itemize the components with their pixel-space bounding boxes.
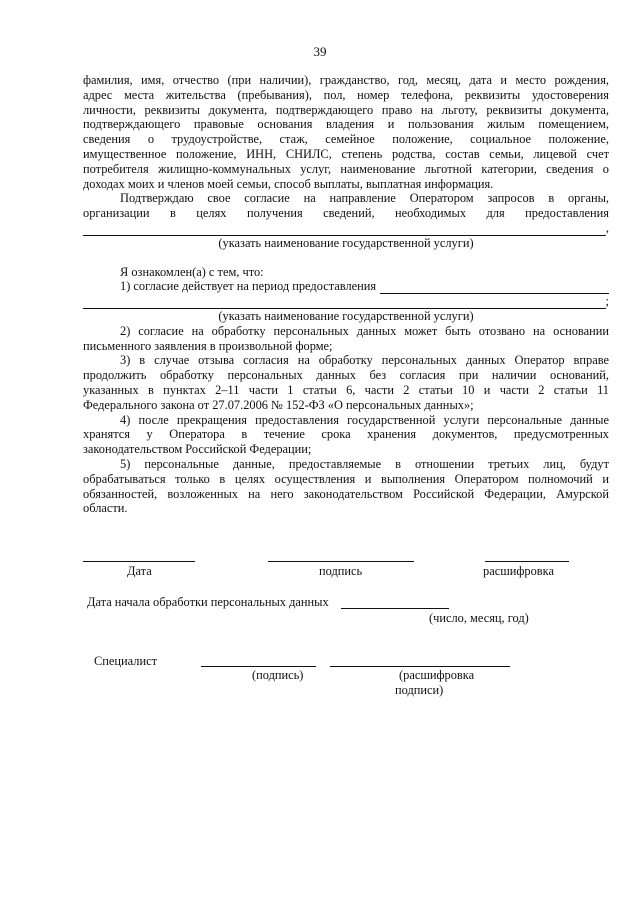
date-line[interactable] [83, 561, 195, 562]
text-line: Федерального закона от 27.07.2006 № 152-ФЗ «О персональных данных»; [83, 397, 474, 412]
text-line: Подтверждаю свое согласие на направление Оператором запросов в органы, [120, 191, 609, 206]
text-line: законодательством Российской Федерации; [83, 442, 312, 457]
text-line: имущественное положение, ИНН, СНИЛС, степень родства, состав семьи, лицевой счет [83, 146, 609, 161]
personal-data-paragraph [83, 73, 609, 191]
signature-label: подпись [319, 564, 363, 578]
specialist-label: Специалист [94, 654, 157, 668]
text-line: доходах моих и членов моей семьи, способ выплаты, выплатная информация. [83, 176, 494, 191]
text-line: области. [83, 501, 128, 516]
period-field-continuation[interactable] [83, 297, 606, 309]
acknowledge-line: Я ознакомлен(а) с тем, что: [120, 264, 264, 279]
text-line: организации в целях получения сведений, необходимых для предоставления [83, 206, 609, 221]
requests-consent-paragraph [83, 191, 609, 250]
item5 [83, 457, 609, 516]
specialist-decode-label-2: подписи) [395, 683, 444, 697]
text-line: сведения о трудоустройстве, стаж, семейное положение, социальное положение, [83, 132, 609, 147]
item1-caption: (указать наименование государственной услуги) [218, 308, 474, 323]
page-number: 39 [313, 44, 327, 59]
text-line: 2) согласие на обработку персональных данных может быть отозвано на основании [120, 323, 609, 338]
item1-text: 1) согласие действует на период предоставления [120, 279, 377, 294]
text-line: личности, реквизиты документа, подтверждающего право на льготу, реквизиты документа, [83, 102, 609, 117]
item1-row [83, 279, 609, 294]
specialist-signature-line[interactable] [201, 666, 316, 667]
text-line: хранятся у Оператора в течение срока хранения документов, предусмотренных [83, 427, 609, 442]
start-date-label: Дата начала обработки персональных данных [87, 595, 329, 609]
text-line: 3) в случае отзыва согласия на обработку персональных данных Оператор вправе [120, 353, 609, 368]
service-caption: (указать наименование государственной услуги) [218, 235, 474, 250]
text-line: продолжить обработку персональных данных без согласия при наличии оснований, [83, 368, 609, 383]
text-line: потребителя жилищно-коммунальных услуг, наименование льготной категории, сведения о [83, 161, 609, 176]
service-name-field-row [83, 221, 609, 236]
text-line: указанных в пунктах 2–11 части 1 статьи 6, части 2 статьи 10 и части 2 статьи 11 [83, 382, 609, 397]
start-date-caption: (число, месяц, год) [429, 611, 529, 625]
specialist-decode-label: (расшифровка [399, 668, 475, 682]
text-line: фамилия, имя, отчество (при наличии), гражданство, год, месяц, дата и место рождения, [83, 73, 609, 87]
item1-line-end: ; [605, 294, 609, 309]
item3 [83, 353, 609, 412]
specialist-signature-label: (подпись) [252, 668, 304, 682]
period-field[interactable] [380, 282, 609, 294]
start-date-field[interactable] [341, 608, 449, 609]
decode-line[interactable] [485, 561, 569, 562]
item2 [83, 324, 609, 354]
text-line: адрес места жительства (пребывания), пол, номер телефона, реквизиты удостоверения [83, 87, 609, 102]
service-name-field[interactable] [83, 224, 606, 236]
decode-label: расшифровка [483, 564, 554, 578]
text-line: подтверждающего правовые основания владения и пользования жилым помещением, [83, 117, 609, 132]
text-line: 4) после прекращения предоставления государственной услуги персональные данные [120, 412, 609, 427]
text-line: обрабатываться только в целях осуществления и выполнения Оператором полномочий и [83, 471, 609, 486]
item4 [83, 413, 609, 457]
signature-line[interactable] [268, 561, 414, 562]
date-label: Дата [127, 564, 152, 578]
text-line: обязанностей, возложенных на него законодательством Российской Федерации, Амурской [83, 486, 609, 501]
consent-body [83, 73, 609, 516]
text-line: письменного заявления в произвольной форме; [83, 338, 333, 353]
service-line-end: , [605, 220, 609, 235]
period-field-row-2 [83, 294, 609, 309]
text-line: 5) персональные данные, предоставляемые в отношении третьих лиц, будут [120, 456, 609, 471]
specialist-decode-line[interactable] [330, 666, 510, 667]
